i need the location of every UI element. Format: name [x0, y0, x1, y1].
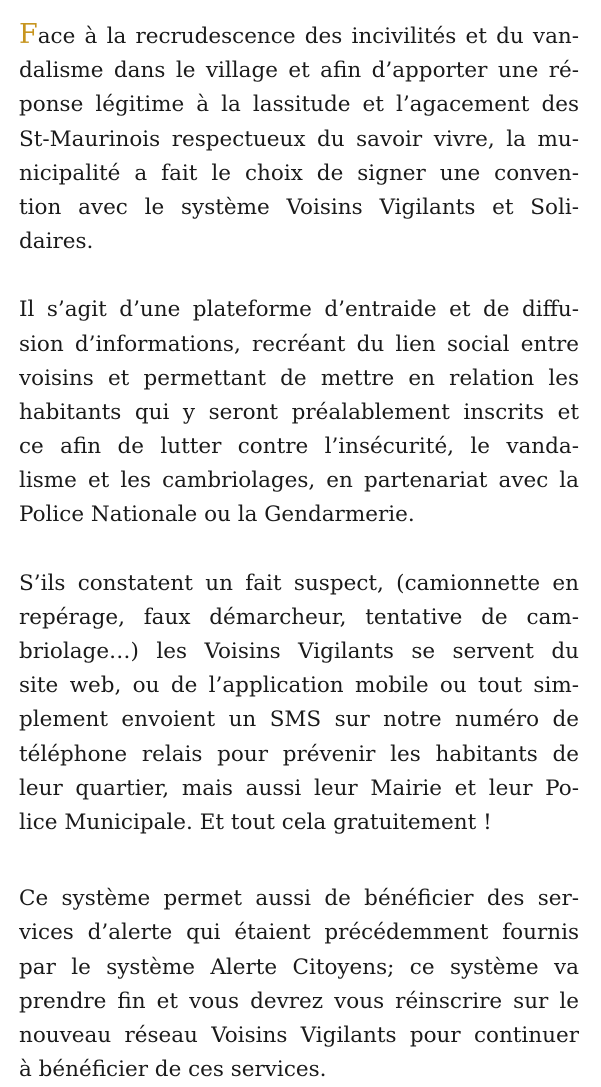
text-line: téléphone relais pour prévenir les habitants de [19, 741, 579, 767]
text-line: par le système Alerte Citoyens; ce système va [19, 954, 579, 980]
text-line: S’ils constatent un fait suspect, (camionnette en [19, 570, 579, 596]
text-line: daires. [19, 229, 94, 255]
text-line: site web, ou de l’application mobile ou tout sim- [19, 673, 579, 699]
drop-cap: F [19, 20, 38, 50]
text-line: dalisme dans le village et afin d’apporter une ré- [19, 58, 579, 84]
text-line: St-Maurinois respectueux du savoir vivre, la mu- [19, 126, 579, 152]
paragraph-3 [19, 567, 579, 841]
paragraph-4 [19, 882, 579, 1087]
text-line: Police Nationale ou la Gendarmerie. [19, 502, 415, 528]
text-line: repérage, faux démarcheur, tentative de cam- [19, 604, 579, 630]
text-line: nicipalité a fait le choix de signer une conven- [19, 160, 579, 186]
text-line: ce afin de lutter contre l’insécurité, le vanda- [19, 434, 579, 460]
text-line: Il s’agit d’une plateforme d’entraide et de diffu- [19, 297, 579, 323]
text-line: lisme et les cambriolages, en partenariat avec la [19, 468, 579, 494]
text-line: briolage…) les Voisins Vigilants se servent du [19, 639, 579, 664]
text-line: leur quartier, mais aussi leur Mairie et leur Po- [19, 775, 579, 801]
text-line: tion avec le système Voisins Vigilants et Soli- [19, 194, 579, 220]
text-line: sion d’informations, recréant du lien social entre [19, 331, 579, 357]
text-line: Face à la recrudescence des incivilités et du van- [19, 20, 579, 50]
text-line: voisins et permettant de mettre en relation les [19, 365, 579, 391]
text-line: à bénéficier de ces services. [19, 1057, 327, 1083]
paragraph-1 [19, 20, 579, 259]
text-line: lice Municipale. Et tout cela gratuitement ! [19, 809, 492, 835]
text-line: plement envoient un SMS sur notre numéro de [19, 707, 579, 733]
paragraph-2 [19, 293, 579, 532]
text-line: ponse légitime à la lassitude et l’agacement des [19, 92, 579, 118]
text-line: habitants qui y seront préalablement inscrits et [19, 399, 579, 425]
text-line: prendre fin et vous devrez vous réinscrire sur le [19, 988, 579, 1014]
text-line: nouveau réseau Voisins Vigilants pour continuer [19, 1022, 579, 1048]
text-line: Ce système permet aussi de bénéficier des ser- [19, 886, 579, 912]
text-line: vices d’alerte qui étaient précédemment fournis [19, 920, 579, 946]
